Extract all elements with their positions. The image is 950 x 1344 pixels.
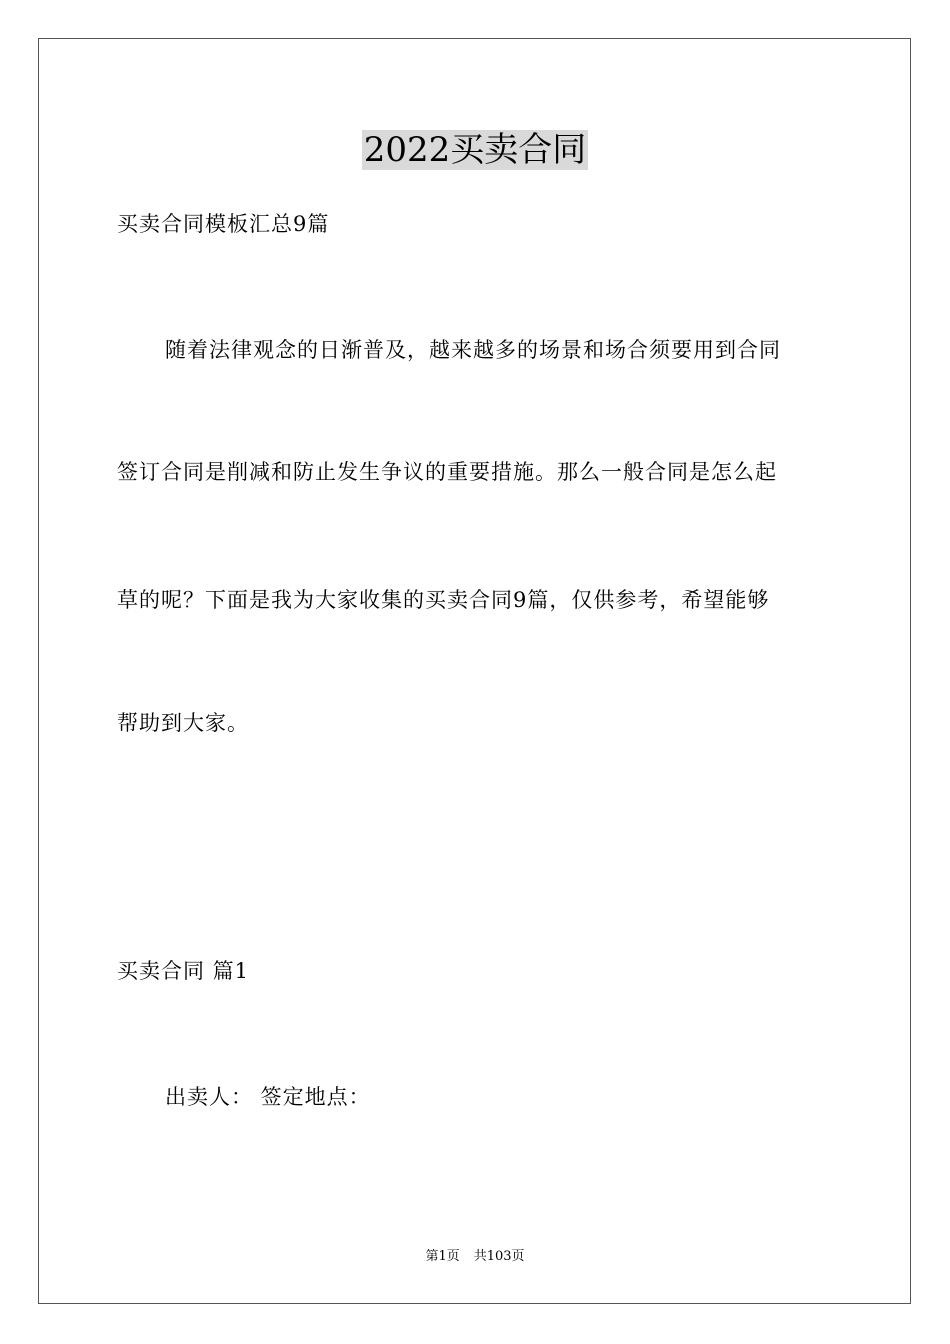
intro-line-3: 草的呢？下面是我为大家收集的买卖合同9篇，仅供参考，希望能够 bbox=[117, 588, 770, 612]
seller-line: 出卖人： 签定地点： bbox=[165, 1085, 371, 1109]
page-footer bbox=[0, 1248, 950, 1266]
document-subtitle: 买卖合同模板汇总9篇 bbox=[117, 212, 330, 236]
document-title-text: 2022买卖合同 bbox=[363, 130, 587, 170]
document-title bbox=[0, 128, 950, 172]
intro-line-1: 随着法律观念的日渐普及，越来越多的场景和场合须要用到合同 bbox=[165, 338, 781, 362]
section-heading: 买卖合同 篇1 bbox=[117, 959, 250, 983]
page-total: 共103页 bbox=[473, 1249, 525, 1264]
page-number: 第1页 bbox=[425, 1249, 460, 1264]
intro-line-4: 帮助到大家。 bbox=[117, 711, 249, 735]
intro-line-2: 签订合同是削减和防止发生争议的重要措施。那么一般合同是怎么起 bbox=[117, 460, 777, 484]
